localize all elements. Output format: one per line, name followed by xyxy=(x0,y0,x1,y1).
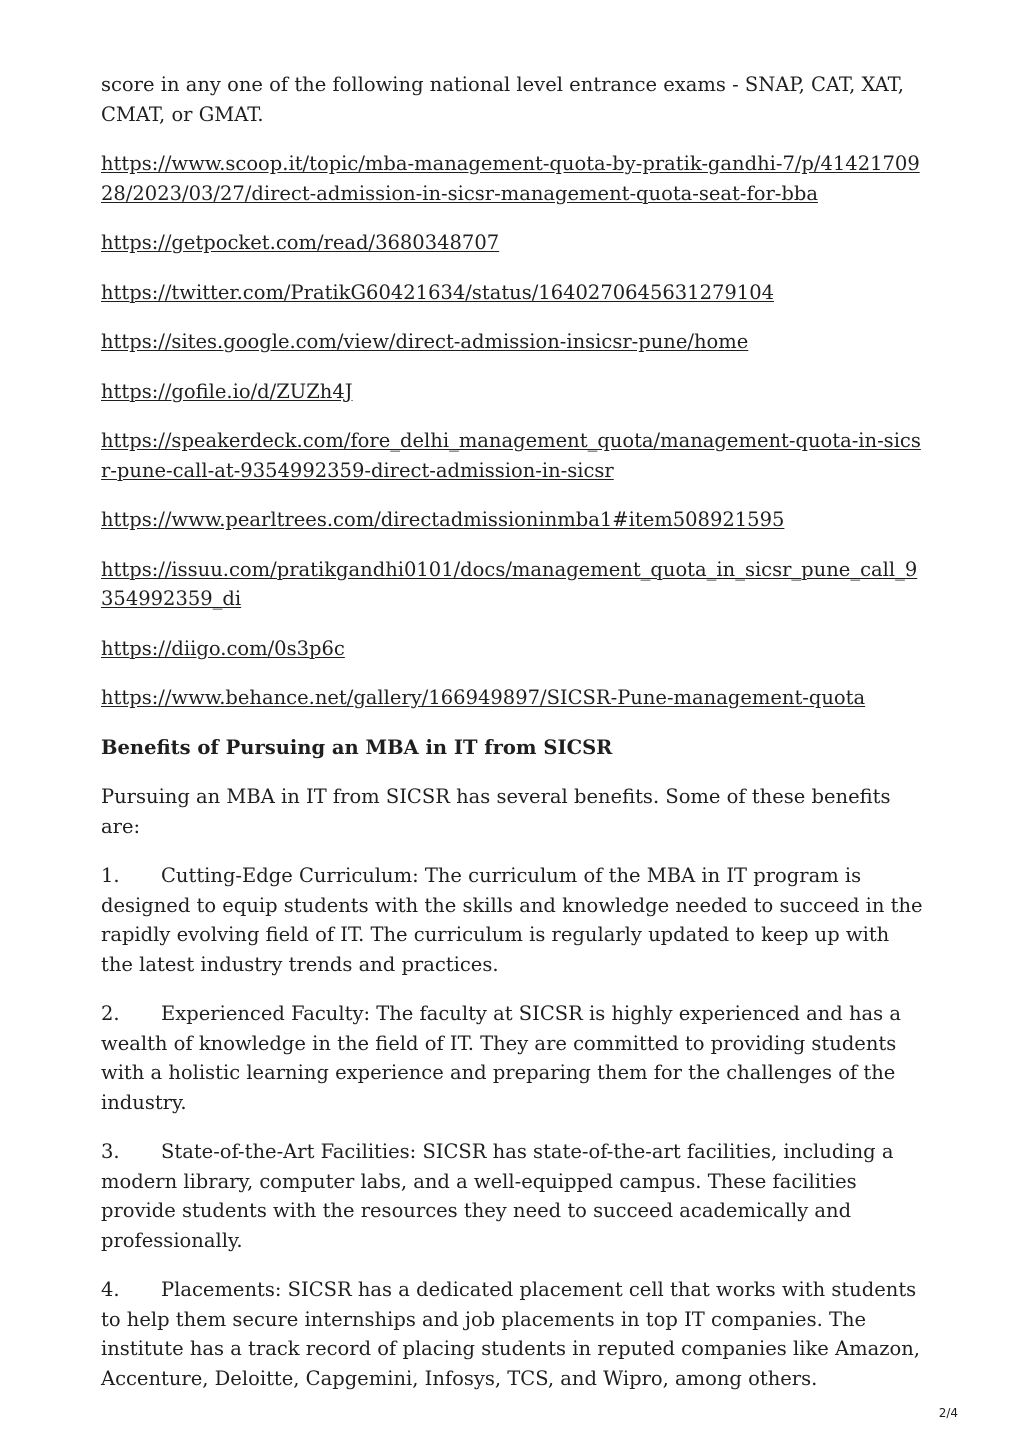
section-heading: Benefits of Pursuing an MBA in IT from SICSR xyxy=(101,735,613,759)
link-diigo[interactable]: https://diigo.com/0s3p6c xyxy=(101,636,345,660)
link-getpocket[interactable]: https://getpocket.com/read/3680348707 xyxy=(101,231,500,254)
benefit-item xyxy=(101,861,923,979)
benefit-number: 1. xyxy=(101,864,120,887)
intro-paragraph: score in any one of the following national level entrance exams - SNAP, CAT, XAT, CMAT, or GMAT. xyxy=(101,73,905,126)
link-gofile[interactable]: https://gofile.io/d/ZUZh4J xyxy=(101,379,353,403)
benefit-text: Placements: SICSR has a dedicated placement cell that works with students to help them secure internships and job placements in top IT companies. The institute has a track record of placing students in reputed companies like Amazon, Accenture, Deloitte, Capgemini, Infosys, TCS, and Wipro, among others. xyxy=(101,1278,920,1390)
benefit-number: 3. xyxy=(101,1140,120,1163)
benefit-number: 4. xyxy=(101,1278,120,1301)
benefit-text: State-of-the-Art Facilities: SICSR has state-of-the-art facilities, including a modern library, computer labs, and a well-equipped campus. These facilities provide students with the resources they need to succeed academically and professionally. xyxy=(101,1140,894,1252)
benefit-text: Experienced Faculty: The faculty at SICSR is highly experienced and has a wealth of knowledge in the field of IT. They are committed to providing students with a holistic learning experience and preparing them for the challenges of the industry. xyxy=(101,1002,901,1114)
link-pearltrees[interactable]: https://www.pearltrees.com/directadmissioninmba1#item508921595 xyxy=(101,508,785,531)
section-intro: Pursuing an MBA in IT from SICSR has several benefits. Some of these benefits are: xyxy=(101,785,891,838)
benefit-item xyxy=(101,1275,923,1393)
link-scoop[interactable]: https://www.scoop.it/topic/mba-management-quota-by-pratik-gandhi-7/p/4142170928/2023/03/27/direct-admission-in-sicsr-management-quota-seat-for-bba xyxy=(101,152,920,205)
benefit-text: Cutting-Edge Curriculum: The curriculum of the MBA in IT program is designed to equip students with the skills and knowledge needed to succeed in the rapidly evolving field of IT. The curriculum is regularly updated to keep up with the latest industry trends and practices. xyxy=(101,864,923,976)
link-behance[interactable]: https://www.behance.net/gallery/166949897/SICSR-Pune-management-quota xyxy=(101,686,866,709)
link-issuu[interactable]: https://issuu.com/pratikgandhi0101/docs/management_quota_in_sicsr_pune_call_9354992359_di xyxy=(101,557,918,610)
link-google-sites[interactable]: https://sites.google.com/view/direct-admission-insicsr-pune/home xyxy=(101,330,749,353)
page-number: 2/4 xyxy=(938,1406,958,1420)
link-twitter[interactable]: https://twitter.com/PratikG60421634/status/1640270645631279104 xyxy=(101,280,775,304)
link-speakerdeck[interactable]: https://speakerdeck.com/fore_delhi_management_quota/management-quota-in-sicsr-pune-call-at-9354992359-direct-admission-in-sicsr xyxy=(101,429,921,482)
benefit-item xyxy=(101,999,923,1117)
benefit-number: 2. xyxy=(101,1002,120,1025)
benefit-item xyxy=(101,1137,923,1255)
document-page xyxy=(101,70,923,1413)
